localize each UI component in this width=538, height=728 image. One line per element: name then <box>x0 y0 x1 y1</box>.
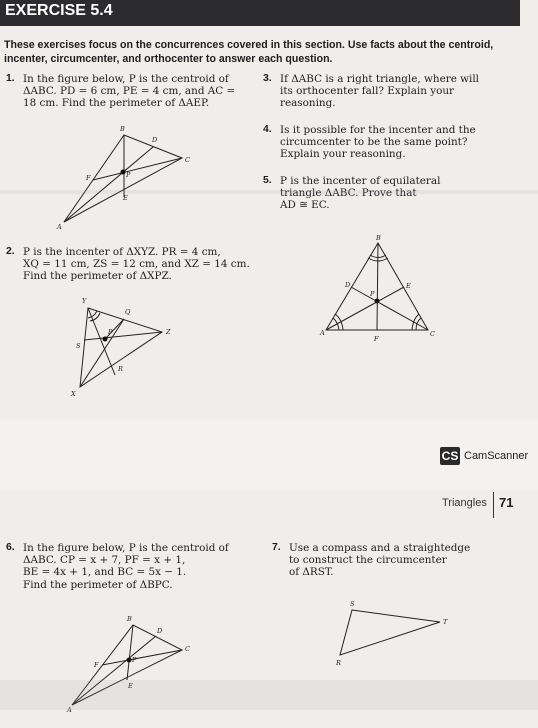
exercise-line: Is it possible for the incenter and the <box>280 124 476 136</box>
exercise-line: ΔABC. PD = 6 cm, PE = 4 cm, and AC = <box>23 85 236 98</box>
vertex-label: D <box>345 281 351 289</box>
vertex-label: E <box>123 194 128 202</box>
vertex-label: F <box>94 661 99 669</box>
exercise-line: to construct the circumcenter <box>289 554 447 567</box>
vertex-label: A <box>320 329 325 337</box>
vertex-label: F <box>86 174 91 182</box>
vertex-label: P <box>126 171 131 179</box>
exercise-line: In the figure below, P is the centroid of <box>23 542 229 554</box>
vertex-label: B <box>120 125 125 133</box>
running-head-section: Triangles <box>442 497 487 509</box>
vertex-label: E <box>406 282 411 290</box>
exercise-line: its orthocenter fall? Explain your <box>280 85 455 98</box>
vertex-label: A <box>67 706 72 714</box>
vertex-label: P <box>370 290 375 298</box>
vertex-label: X <box>71 390 76 398</box>
exercise-line: of ΔRST. <box>289 566 334 579</box>
exercise-line: Explain your reasoning. <box>280 148 406 161</box>
page-number: 71 <box>499 495 514 510</box>
vertex-label: P <box>132 656 137 664</box>
vertex-label: S <box>350 600 355 608</box>
exercise-line: In the figure below, P is the centroid of <box>23 73 229 85</box>
vertex-label: R <box>118 365 123 373</box>
vertex-label: D <box>152 136 158 144</box>
exercise-line: ΔABC. CP = x + 7, PF = x + 1, <box>23 554 186 567</box>
exercise-line: Find the perimeter of ΔXPZ. <box>23 270 172 283</box>
vertex-label: F <box>374 335 379 343</box>
exercise-line: circumcenter to be the same point? <box>280 136 468 149</box>
exercise-line: P is the incenter of ΔXYZ. PR = 4 cm, <box>23 246 221 258</box>
exercise-number: 5. <box>263 175 272 186</box>
vertex-label: Z <box>166 328 171 336</box>
exercise-number: 3. <box>263 73 272 84</box>
exercise-line: P is the incenter of equilateral <box>280 175 441 187</box>
exercise-line: 18 cm. Find the perimeter of ΔAEP. <box>23 97 210 110</box>
exercise-number: 2. <box>6 246 15 257</box>
exercise-number: 1. <box>6 73 15 84</box>
bleed-through-noise <box>0 680 538 710</box>
vertex-label: T <box>443 618 448 626</box>
exercise-line: XQ = 11 cm, ZS = 12 cm, and XZ = 14 cm. <box>23 258 250 271</box>
vertex-label: R <box>336 659 341 667</box>
exercise-line: AD ≅ EC. <box>280 199 330 212</box>
exercise-line: reasoning. <box>280 97 336 110</box>
vertex-label: P <box>108 328 113 336</box>
exercise-line: If ΔABC is a right triangle, where will <box>280 73 480 85</box>
exercise-line: Find the perimeter of ΔBPC. <box>23 578 173 591</box>
vertex-label: C <box>430 330 435 338</box>
vertex-label: S <box>76 342 81 350</box>
vertex-label: D <box>157 627 163 635</box>
exercise-title: EXERCISE 5.4 <box>5 2 113 19</box>
vertex-label: B <box>376 234 381 242</box>
exercise-number: 6. <box>6 542 15 553</box>
vertex-label: B <box>127 615 132 623</box>
exercise-number: 4. <box>263 124 272 135</box>
exercise-line: BE = 4x + 1, and BC = 5x − 1. <box>23 566 187 579</box>
vertex-label: Y <box>82 297 87 305</box>
exercise-line: triangle ΔABC. Prove that <box>280 187 417 200</box>
bleed-through-noise <box>0 190 538 194</box>
vertex-label: Q <box>125 308 131 316</box>
exercise-line: Use a compass and a straightedge <box>289 542 471 554</box>
camscanner-label: CamScanner <box>464 450 529 462</box>
vertex-label: C <box>185 645 190 653</box>
camscanner-logo-icon: CS <box>441 449 459 463</box>
exercise-number: 7. <box>272 542 281 553</box>
vertex-label: A <box>57 223 62 231</box>
vertex-label: E <box>128 682 133 690</box>
instructions-text: These exercises focus on the concurrences covered in this section. Use facts about the centroid, incenter, circumcenter, and orthocenter to answer each question. <box>4 39 494 65</box>
vertex-label: C <box>185 156 190 164</box>
